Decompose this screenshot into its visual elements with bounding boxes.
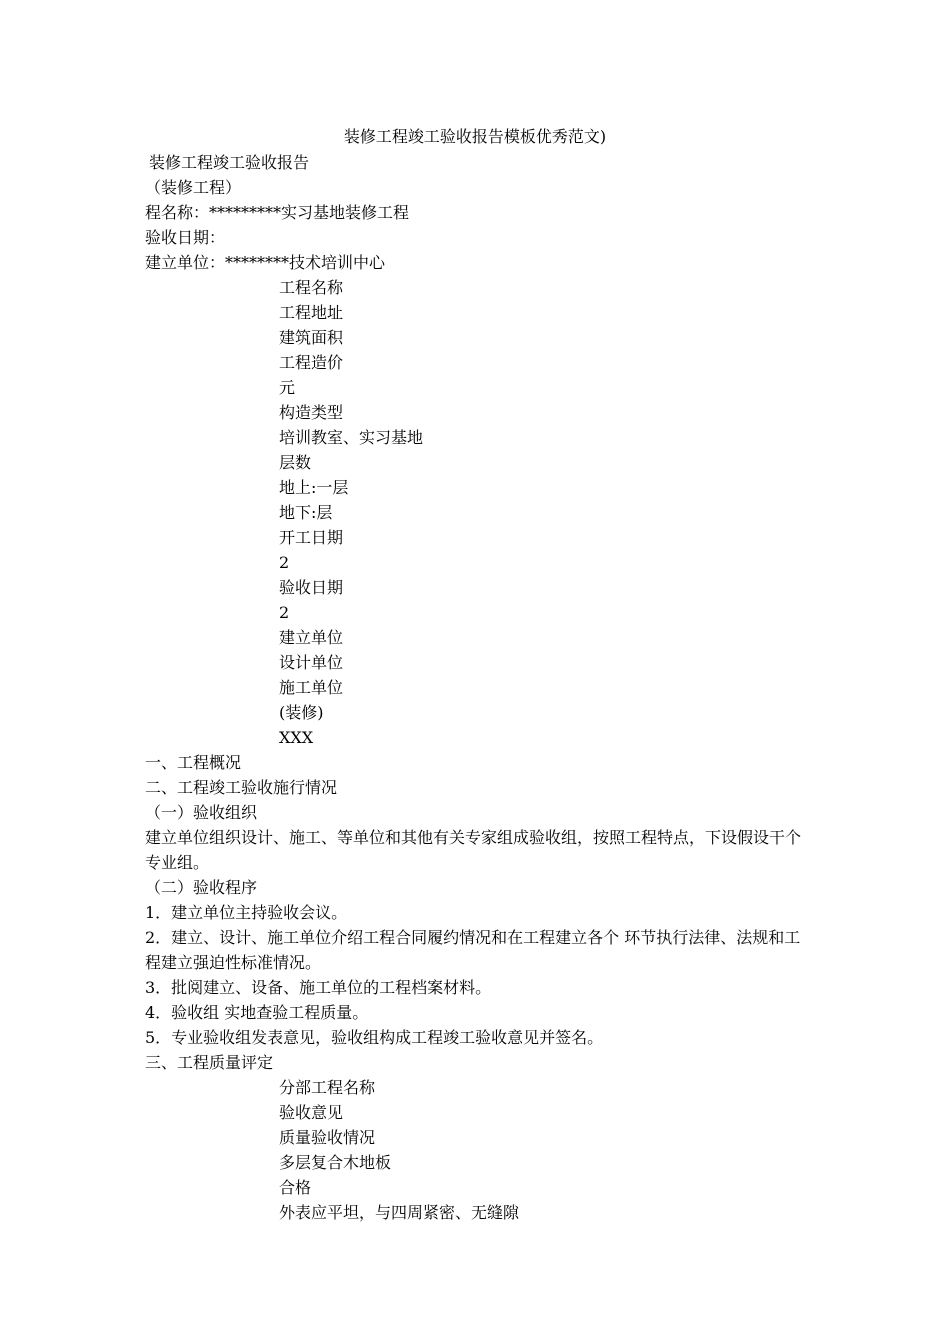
report-title: 装修工程竣工验收报告 bbox=[149, 153, 310, 172]
section-heading: 一、工程概况 bbox=[145, 753, 242, 772]
info-cell: 设计单位 bbox=[279, 653, 344, 672]
list-item: 2．建立、设计、施工单位介绍工程合同履约情况和在工程建立各个 环节执行法律、法规和工程建立强迫性标准情况。 bbox=[145, 928, 801, 972]
report-subtitle: （装修工程） bbox=[145, 178, 242, 197]
info-cell: 工程地址 bbox=[279, 303, 344, 322]
info-cell: 层数 bbox=[279, 453, 312, 472]
quality-table bbox=[145, 1075, 815, 1225]
list-item: 3．批阅建立、设备、施工单位的工程档案材料。 bbox=[145, 978, 492, 997]
project-name-line: 程名称：*********实习基地装修工程 bbox=[145, 203, 410, 222]
quality-cell: 多层复合木地板 bbox=[279, 1153, 392, 1172]
info-table bbox=[145, 275, 815, 750]
info-cell: (装修) bbox=[279, 703, 324, 722]
info-cell: 元 bbox=[279, 378, 296, 397]
construction-unit-line: 建立单位：********技术培训中心 bbox=[145, 253, 386, 272]
quality-cell: 合格 bbox=[279, 1178, 312, 1197]
info-cell: 工程名称 bbox=[279, 278, 344, 297]
quality-cell: 验收意见 bbox=[279, 1103, 344, 1122]
info-cell: 建立单位 bbox=[279, 628, 344, 647]
document-body bbox=[145, 150, 815, 1225]
list-item: 1．建立单位主持验收会议。 bbox=[145, 903, 348, 922]
info-cell: 构造类型 bbox=[279, 403, 344, 422]
quality-cell: 分部工程名称 bbox=[279, 1078, 376, 1097]
section-heading: 三、工程质量评定 bbox=[145, 1053, 274, 1072]
info-cell: 地下:层 bbox=[279, 503, 333, 522]
list-item: 5．专业验收组发表意见，验收组构成工程竣工验收意见并签名。 bbox=[145, 1028, 604, 1047]
info-cell: 2 bbox=[279, 603, 290, 622]
info-cell: 工程造价 bbox=[279, 353, 344, 372]
section-heading: 二、工程竣工验收施行情况 bbox=[145, 778, 338, 797]
info-cell: 培训教室、实习基地 bbox=[279, 428, 424, 447]
info-cell: 验收日期 bbox=[279, 578, 344, 597]
quality-cell: 外表应平坦，与四周紧密、无缝隙 bbox=[279, 1203, 520, 1222]
info-cell: 施工单位 bbox=[279, 678, 344, 697]
subsection-heading: （一）验收组织 bbox=[145, 803, 258, 822]
info-cell: 地上:一层 bbox=[279, 478, 349, 497]
info-cell: XXX bbox=[279, 728, 314, 747]
procedure-list bbox=[145, 900, 815, 1050]
paragraph: 建立单位组织设计、施工、等单位和其他有关专家组成验收组，按照工程特点，下设假设干个专业组。 bbox=[145, 828, 802, 872]
acceptance-date-line: 验收日期： bbox=[145, 228, 226, 247]
subsection-heading: （二）验收程序 bbox=[145, 878, 258, 897]
quality-cell: 质量验收情况 bbox=[279, 1128, 376, 1147]
list-item: 4．验收组 实地查验工程质量。 bbox=[145, 1003, 369, 1022]
info-cell: 开工日期 bbox=[279, 528, 344, 547]
info-cell: 建筑面积 bbox=[279, 328, 344, 347]
info-cell: 2 bbox=[279, 553, 290, 572]
document-title: 装修工程竣工验收报告模板优秀范文) bbox=[343, 127, 607, 146]
